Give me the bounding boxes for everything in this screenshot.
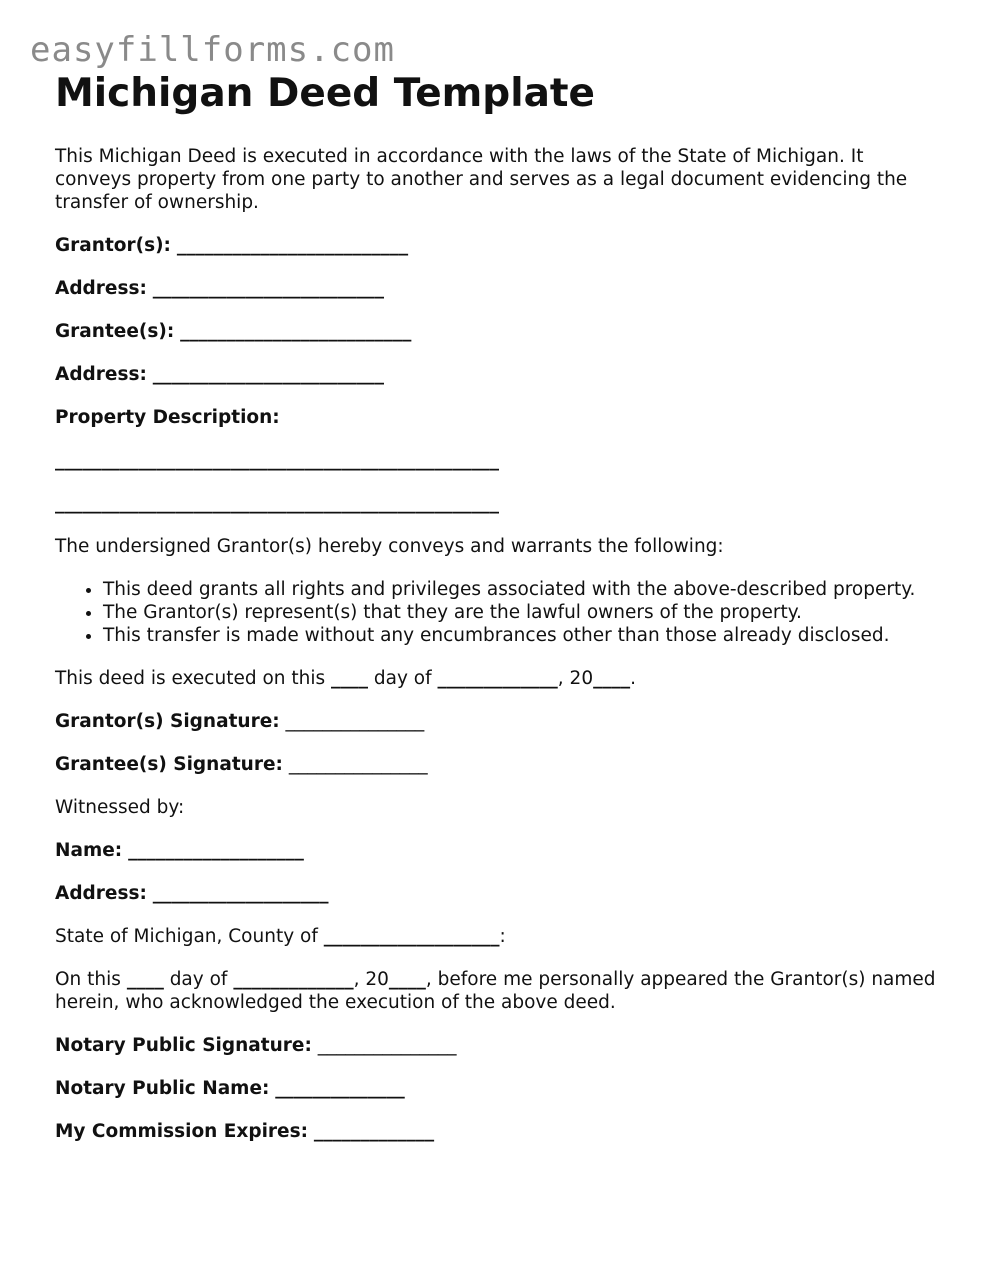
- property-description-label: [55, 406, 945, 429]
- property-line-2[interactable]: [55, 492, 945, 515]
- execution-suffix: .: [630, 668, 636, 689]
- grantor-field: [55, 234, 945, 257]
- ack-prefix: On this: [55, 969, 127, 990]
- grantor-address-field: [55, 277, 945, 300]
- list-item: • This deed grants all rights and privileges associated with the above-described property.: [103, 578, 945, 601]
- witness-name-blank[interactable]: ___________________: [128, 840, 304, 861]
- grantee-blank[interactable]: _________________________: [180, 321, 412, 342]
- property-line-1[interactable]: [55, 449, 945, 472]
- terms-list: [55, 578, 945, 647]
- notary-signature-blank[interactable]: _______________: [317, 1035, 457, 1056]
- commission-label: My Commission Expires:: [55, 1121, 309, 1142]
- grantee-address-field: [55, 363, 945, 386]
- county-blank[interactable]: ___________________: [323, 926, 500, 947]
- grantor-signature-blank[interactable]: _______________: [285, 711, 425, 732]
- grantor-signature-label: Grantor(s) Signature:: [55, 711, 280, 732]
- grantee-signature-label: Grantee(s) Signature:: [55, 754, 283, 775]
- notary-name-blank[interactable]: ______________: [275, 1078, 405, 1099]
- execution-year-blank[interactable]: ____: [593, 668, 631, 689]
- notary-signature-label: Notary Public Signature:: [55, 1035, 312, 1056]
- grantor-blank[interactable]: _________________________: [176, 235, 409, 256]
- conveyance-intro: The undersigned Grantor(s) hereby conveys and warrants the following:: [55, 536, 724, 557]
- property-label: Property Description:: [55, 407, 280, 428]
- acknowledgment-paragraph: [55, 968, 945, 1014]
- grantee-address-blank[interactable]: _________________________: [152, 364, 385, 385]
- grantee-address-label: Address:: [55, 364, 147, 385]
- witness-name-label: Name:: [55, 840, 123, 861]
- watermark: easyfillforms.com: [30, 30, 395, 70]
- property-blank-2[interactable]: ________________________________________________: [55, 493, 499, 514]
- page-title: Michigan Deed Template: [55, 71, 595, 116]
- ack-suffix: , before me personally appeared the Grantor(s) named herein, who acknowledged the execution of the above deed.: [55, 969, 936, 1013]
- county-line: [55, 925, 945, 948]
- ack-month-blank[interactable]: _____________: [233, 969, 354, 990]
- witness-name-field: [55, 839, 945, 862]
- execution-date-line: [55, 667, 945, 690]
- grantee-signature-blank[interactable]: _______________: [288, 754, 428, 775]
- notary-signature-field: [55, 1034, 945, 1057]
- deed-document: [55, 70, 945, 1143]
- county-prefix: State of Michigan, County of: [55, 926, 324, 947]
- grantor-label: Grantor(s):: [55, 235, 171, 256]
- property-blank-1[interactable]: ________________________________________________: [55, 450, 499, 471]
- ack-year-blank[interactable]: ____: [388, 969, 426, 990]
- grantee-signature-field: [55, 753, 945, 776]
- commission-field: [55, 1120, 945, 1143]
- witness-address-blank[interactable]: ___________________: [152, 883, 329, 904]
- grantor-address-label: Address:: [55, 278, 147, 299]
- notary-name-label: Notary Public Name:: [55, 1078, 270, 1099]
- execution-year-prefix: , 20: [557, 668, 594, 689]
- execution-prefix: This deed is executed on this: [55, 668, 332, 689]
- ack-middle: day of: [163, 969, 234, 990]
- county-suffix: :: [499, 926, 506, 947]
- intro-paragraph: This Michigan Deed is executed in accordance with the laws of the State of Michigan. It conveys property from one party to another and serves as a legal document evidencing the transfer of ownership.: [55, 146, 908, 213]
- list-item: • The Grantor(s) represent(s) that they are the lawful owners of the property.: [103, 601, 945, 624]
- grantor-address-blank[interactable]: _________________________: [152, 278, 385, 299]
- witness-address-label: Address:: [55, 883, 147, 904]
- list-item: • This transfer is made without any encumbrances other than those already disclosed.: [103, 624, 945, 647]
- witness-heading: Witnessed by:: [55, 797, 185, 818]
- grantee-field: [55, 320, 945, 343]
- execution-middle: day of: [368, 668, 438, 689]
- witness-address-field: [55, 882, 945, 905]
- execution-day-blank[interactable]: ____: [331, 668, 369, 689]
- commission-blank[interactable]: _____________: [313, 1121, 435, 1142]
- grantor-signature-field: [55, 710, 945, 733]
- notary-name-field: [55, 1077, 945, 1100]
- ack-day-blank[interactable]: ____: [126, 969, 164, 990]
- ack-year-prefix: , 20: [353, 969, 389, 990]
- grantee-label: Grantee(s):: [55, 321, 175, 342]
- execution-month-blank[interactable]: _____________: [437, 668, 558, 689]
